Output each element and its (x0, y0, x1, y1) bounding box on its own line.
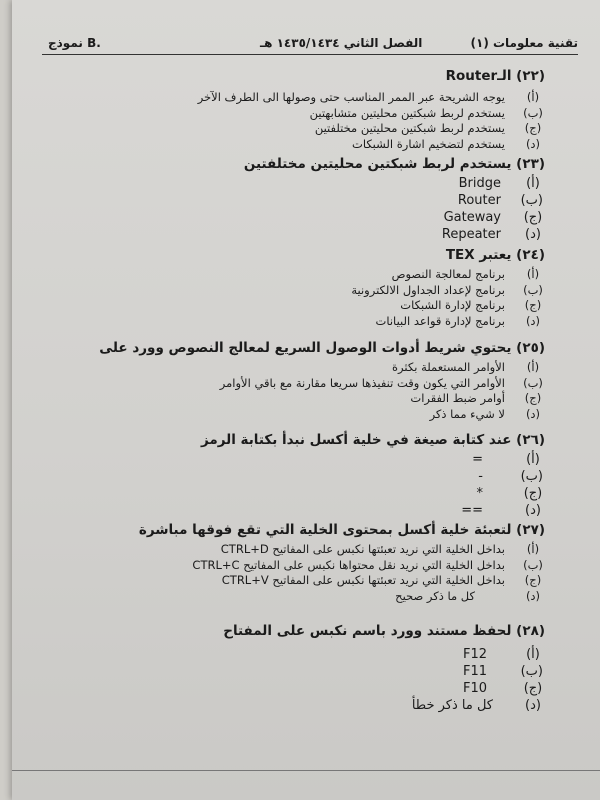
option-label: (ج) (524, 121, 542, 135)
option-label: (ب) (523, 375, 543, 390)
option-label: (ج) (524, 391, 542, 405)
option-d[interactable] (244, 227, 545, 244)
option-text: يستخدم لربط شبكتين محليتين متشابهتين (309, 105, 505, 120)
option-text: الأوامر التي يكون وقت تنفيذها سريعا مقارنة مع باقي الأوامر (219, 375, 505, 390)
option-label: (د) (525, 136, 541, 151)
question-28 (223, 623, 545, 715)
option-b[interactable] (139, 558, 545, 574)
option-text: F12 (462, 647, 487, 662)
question-title: (٢٧) لتعبئة خلية أكسل بمحتوى الخلية التي تقع فوقها مباشرة (138, 522, 545, 538)
option-label: (ب) (523, 282, 543, 297)
option-text: برنامج لإدارة الشبكات (400, 298, 505, 312)
option-c[interactable] (139, 573, 545, 589)
option-d[interactable] (139, 589, 545, 605)
question-22 (197, 68, 545, 152)
question-27 (139, 522, 545, 604)
option-label: (أ) (526, 452, 540, 467)
option-b[interactable] (99, 376, 545, 392)
option-d[interactable] (99, 407, 545, 423)
option-label: (د) (525, 406, 541, 421)
option-text: يستخدم لتضخيم اشارة الشبكات (352, 136, 505, 151)
option-b[interactable] (351, 282, 545, 299)
option-text: برنامج لإدارة قواعد البيانات (375, 313, 505, 328)
option-b[interactable] (309, 105, 545, 122)
option-text: برنامج لإعداد الجداول الالكترونية (351, 282, 505, 297)
option-text: كل ما ذكر صحيح (395, 588, 475, 603)
option-text: الأوامر المستعملة بكثرة (392, 360, 505, 374)
option-text: بداخل الخلية التي نريد تعبئتها نكبس على المفاتيح CTRL+D (220, 542, 505, 556)
option-c[interactable] (244, 210, 545, 227)
page-header (42, 32, 578, 55)
option-label: (أ) (526, 360, 540, 374)
option-c[interactable] (400, 298, 545, 314)
option-label: (ب) (520, 469, 543, 484)
option-text: يوجه الشريحة عبر الممر المناسب حتى وصولها الى الطرف الآخر (197, 90, 505, 104)
option-a[interactable] (201, 452, 545, 469)
option-text: - (478, 469, 483, 484)
model-label: نموذج B. (48, 36, 101, 50)
course-title: تقنية معلومات (١) (470, 36, 578, 50)
option-text: Bridge (458, 176, 501, 191)
question-title: (٢٣) يستخدم لربط شبكتين محليتين مختلفتين (243, 156, 545, 172)
question-25 (99, 340, 545, 422)
option-label: (أ) (526, 647, 540, 662)
option-d[interactable] (223, 698, 545, 715)
option-label: (ج) (524, 573, 542, 587)
option-text: Gateway (443, 210, 501, 225)
option-text: Repeater (441, 227, 501, 242)
option-a[interactable] (139, 542, 545, 558)
option-a[interactable] (391, 267, 545, 283)
option-label: (ج) (523, 486, 543, 501)
option-text: F10 (462, 681, 487, 696)
question-24 (351, 247, 545, 329)
option-label: (ج) (523, 681, 543, 696)
option-text: بداخل الخلية التي نريد نقل محتواها نكبس على المفاتيح CTRL+C (192, 557, 505, 572)
footer-divider (12, 770, 600, 771)
option-c[interactable] (314, 121, 545, 137)
question-title: (٢٢) الـRouter (445, 68, 545, 84)
option-label: (د) (525, 313, 541, 328)
option-text: = (472, 452, 483, 467)
option-d[interactable] (201, 503, 545, 520)
option-label: (ج) (523, 210, 543, 225)
option-c[interactable] (201, 486, 545, 503)
option-text: برنامج لمعالجة النصوص (391, 267, 505, 281)
option-label: (د) (525, 227, 541, 242)
option-a[interactable] (244, 176, 545, 193)
option-a[interactable] (99, 360, 545, 376)
option-label: (أ) (526, 176, 540, 191)
question-title: (٢٤) يعتبر TEX (445, 247, 545, 263)
question-26 (201, 432, 545, 520)
option-text: * (476, 486, 483, 501)
option-label: (د) (525, 588, 541, 603)
option-c[interactable] (223, 681, 545, 698)
option-d[interactable] (375, 313, 545, 330)
option-label: (ب) (523, 105, 543, 120)
option-label: (ب) (520, 193, 543, 208)
option-label: (ب) (520, 664, 543, 679)
option-a[interactable] (197, 90, 545, 106)
option-d[interactable] (352, 136, 545, 153)
option-label: (ب) (523, 557, 543, 572)
semester-label: الفصل الثاني ١٤٣٥/١٤٣٤ هـ (260, 36, 423, 50)
option-text: == (461, 503, 483, 518)
question-title: (٢٥) يحتوي شريط أدوات الوصول السريع لمعالج النصوص وورد على (99, 340, 545, 356)
option-text: Router (457, 193, 501, 208)
option-b[interactable] (201, 469, 545, 486)
option-text: لا شيء مما ذكر (429, 406, 505, 421)
option-text: بداخل الخلية التي نريد تعبئتها نكبس على المفاتيح CTRL+V (221, 573, 505, 587)
option-a[interactable] (223, 647, 545, 664)
option-label: (ج) (524, 298, 542, 312)
option-label: (أ) (526, 90, 540, 104)
question-23 (244, 156, 545, 244)
option-label: (د) (525, 698, 541, 713)
question-title: (٢٨) لحفظ مستند وورد باسم نكبس على المفتاح (223, 623, 545, 639)
option-text: أوامر ضبط الفقرات (410, 391, 505, 405)
option-text: يستخدم لربط شبكتين محليتين مختلفتين (314, 121, 505, 135)
option-c[interactable] (99, 391, 545, 407)
option-label: (أ) (526, 542, 540, 556)
option-label: (أ) (526, 267, 540, 281)
option-b[interactable] (244, 193, 545, 210)
option-text: F11 (462, 664, 487, 679)
question-title: (٢٦) عند كتابة صيغة في خلية أكسل نبدأ بكتابة الرمز (200, 432, 545, 448)
exam-page (12, 0, 600, 800)
option-b[interactable] (223, 664, 545, 681)
option-text: كل ما ذكر خطأ (411, 698, 493, 713)
option-label: (د) (525, 503, 541, 518)
